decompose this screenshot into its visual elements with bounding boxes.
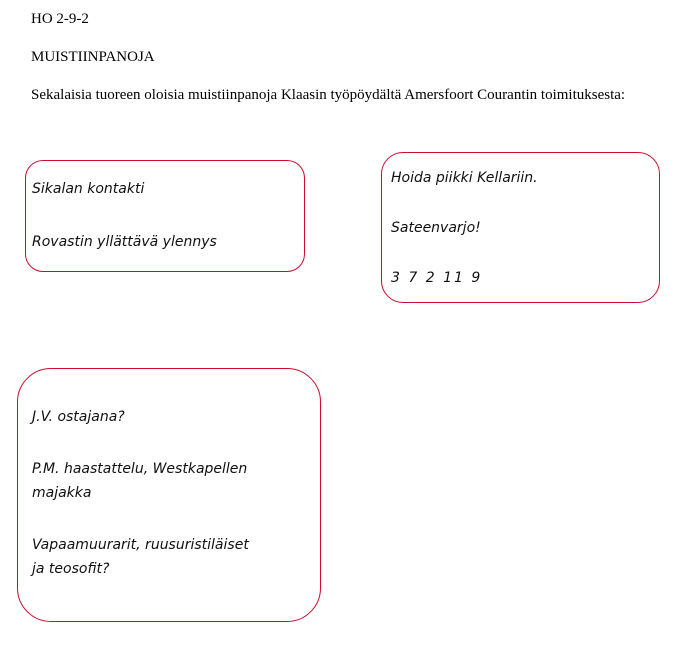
handwritten-note-2 (381, 152, 660, 303)
document-code: HO 2-9-2 (31, 11, 89, 27)
note-line: ja teosofit? (32, 561, 110, 577)
document-intro: Sekalaisia tuoreen oloisia muistiinpanoja Klaasin työpöydältä Amersfoort Courantin toimituksesta: (31, 87, 626, 103)
note-line: J.V. ostajana? (32, 409, 125, 425)
handwritten-note-1 (25, 160, 305, 272)
note-line: Hoida piikki Kellariin. (391, 170, 538, 186)
handwritten-note-3 (17, 368, 321, 622)
document-title: MUISTIINPANOJA (31, 49, 155, 65)
note-line: Sikalan kontakti (32, 181, 145, 197)
note-line: P.M. haastattelu, Westkapellen (32, 461, 248, 477)
note-line: Sateenvarjo! (391, 220, 481, 236)
note-line: majakka (32, 485, 92, 501)
note-line: Rovastin yllättävä ylennys (32, 234, 217, 250)
note-line: Vapaamuurarit, ruusuristiläiset (32, 537, 249, 553)
note-number-sequence: 3 7 2 11 9 (391, 270, 483, 286)
